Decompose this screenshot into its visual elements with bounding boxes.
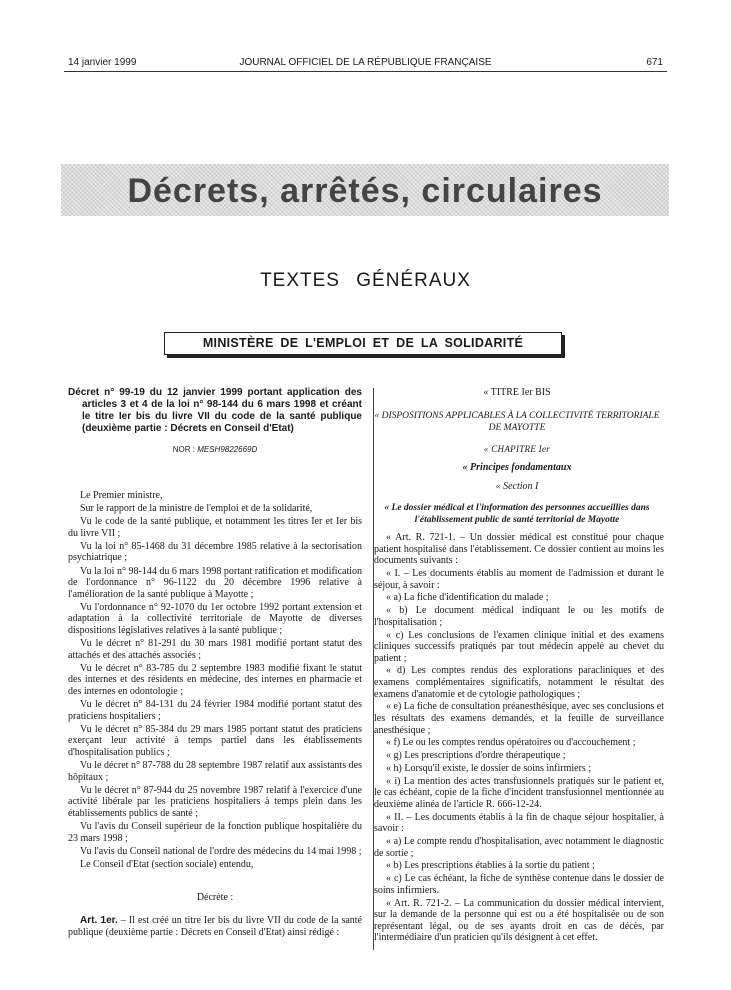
paragraph: « Art. R. 721-1. – Un dossier médical est constitué pour chaque patient hospitalisé dans l'établissement. Ce dossier contient au moins les documents suivants : bbox=[374, 532, 664, 567]
paragraph: Vu le décret n° 83-785 du 2 septembre 1983 modifié fixant le statut des internes et des résidents en médecine, des internes en pharmacie et des internes en odontologie ; bbox=[68, 662, 362, 697]
visa-paragraphs bbox=[68, 490, 362, 870]
article-1-label: Art. 1er. bbox=[80, 915, 118, 927]
paragraph: « b) Le document médical indiquant le ou les motifs de l'hospitalisation ; bbox=[374, 605, 664, 628]
paragraph: Vu le décret n° 84-131 du 24 février 1984 modifié portant statut des praticiens hospitaliers ; bbox=[68, 699, 362, 722]
header-date: 14 janvier 1999 bbox=[68, 57, 137, 68]
paragraph: Vu le décret n° 85-384 du 29 mars 1985 portant statut des praticiens exerçant leur activité à temps partiel dans les établissements d'hospitalisation publics ; bbox=[68, 723, 362, 758]
section-banner bbox=[61, 164, 669, 216]
article-paragraphs bbox=[374, 532, 664, 944]
running-header bbox=[68, 57, 663, 69]
paragraph: « b) Les prescriptions établies à la sortie du patient ; bbox=[386, 860, 595, 872]
principes-heading: « Principes fondamentaux bbox=[462, 462, 572, 473]
article-1 bbox=[68, 915, 362, 938]
dossier-heading: « Le dossier médical et l'information des personnes accueillies dans l'établissement public de santé territorial de Mayotte bbox=[384, 503, 650, 525]
paragraph: « h) Lorsqu'il existe, le dossier de soins infirmiers ; bbox=[386, 762, 592, 774]
section-heading: « Section I bbox=[495, 481, 539, 492]
paragraph: Vu le décret n° 87-788 du 28 septembre 1987 relatif aux assistants des hôpitaux ; bbox=[68, 760, 362, 783]
paragraph: Le Conseil d'Etat (section sociale) entendu, bbox=[80, 858, 254, 870]
paragraph: Vu la loi n° 98-144 du 6 mars 1998 portant ratification et modification de l'ordonnance n° 96-1122 du 20 décembre 1996 relative à l'amélioration de la santé publique à Mayotte ; bbox=[68, 565, 362, 600]
left-column bbox=[68, 387, 362, 949]
titre-heading: « TITRE Ier BIS bbox=[483, 387, 551, 398]
article-1-text: – Il est créé un titre Ier bis du livre VII du code de la santé publique (deuxième partie : Décrets en Conseil d'Etat) ainsi rédigé : bbox=[68, 915, 362, 938]
paragraph: « a) Le compte rendu d'hospitalisation, avec notamment le diagnostic de sortie ; bbox=[374, 836, 664, 859]
paragraph: Vu la loi n° 85-1468 du 31 décembre 1985 relative à la sectorisation psychiatrique ; bbox=[68, 540, 362, 564]
paragraph: Vu l'avis du Conseil supérieur de la fonction publique hospitalière du 23 mars 1998 ; bbox=[68, 821, 362, 844]
paragraph: « i) La mention des actes transfusionnels pratiqués sur le patient et, le cas échéant, copie de la fiche d'incident transfusionnel mentionnée au deuxième alinéa de l'article R. 666-12-24. bbox=[374, 775, 664, 810]
right-column bbox=[370, 387, 664, 945]
chapitre-heading: « CHAPITRE Ier bbox=[483, 444, 551, 454]
paragraph: « e) La fiche de consultation préanesthésique, avec ses conclusions et les résultats des examens demandés, et la feuille de surveillance anesthésique ; bbox=[374, 701, 664, 736]
paragraph: « II. – Les documents établis à la fin de chaque séjour hospitalier, à savoir : bbox=[374, 811, 664, 835]
nor-line bbox=[68, 445, 362, 454]
header-page-number: 671 bbox=[646, 57, 663, 68]
paragraph: « c) Les conclusions de l'examen clinique initial et des examens cliniques successifs pratiqués par tout médecin appelé au chevet du patient ; bbox=[374, 629, 664, 664]
paragraph: Vu le code de la santé publique, et notamment les titres Ier et Ier bis du livre VII ; bbox=[68, 516, 362, 539]
paragraph: « a) La fiche d'identification du malade ; bbox=[386, 592, 549, 604]
decree-title: Décret n° 99-19 du 12 janvier 1999 portant application des articles 3 et 4 de la loi n° 98-144 du 6 mars 1998 et créant le titre Ier bis du livre VII du code de la santé publique (deuxième partie : Décrets en Conseil d'Etat) bbox=[68, 387, 362, 434]
nor-code: MESH9822669D bbox=[197, 445, 258, 454]
nor-label: NOR : bbox=[172, 445, 195, 454]
paragraph: Vu l'avis du Conseil national de l'ordre des médecins du 14 mai 1998 ; bbox=[80, 845, 362, 857]
header-rule bbox=[64, 71, 667, 72]
paragraph: Vu le décret n° 87-944 du 25 novembre 1987 relatif à l'exercice d'une activité libérale par les praticiens hospitaliers à temps plein dans les établissements publics de santé ; bbox=[68, 784, 362, 819]
paragraph: Le Premier ministre, bbox=[80, 490, 163, 501]
decrete-line: Décrète : bbox=[196, 892, 234, 904]
section-title: TEXTES GÉNÉRAUX bbox=[260, 270, 471, 291]
paragraph: Vu l'ordonnance n° 92-1070 du 1er octobre 1992 portant extension et adaptation à la collectivité territoriale de Mayotte de diverses dispositions législatives relatives à la santé publique ; bbox=[68, 601, 362, 637]
header-publication: JOURNAL OFFICIEL DE LA RÉPUBLIQUE FRANÇAISE bbox=[239, 57, 492, 68]
paragraph: « f) Le ou les comptes rendus opératoires ou d'accouchement ; bbox=[386, 737, 636, 749]
paragraph: « I. – Les documents établis au moment de l'admission et durant le séjour, à savoir : bbox=[374, 567, 664, 591]
paragraph: « d) Les comptes rendus des explorations paracliniques et des examens complémentaires significatifs, notamment le résultat des examens d'anatomie et de cytologie pathologiques ; bbox=[374, 665, 664, 700]
banner-title: Décrets, arrêtés, circulaires bbox=[127, 172, 603, 210]
paragraph: Vu le décret n° 81-291 du 30 mars 1981 modifié portant statut des attachés et des attachés associés ; bbox=[68, 638, 362, 661]
ministry-box: MINISTÈRE DE L'EMPLOI ET DE LA SOLIDARITÉ bbox=[164, 332, 562, 355]
dispositions-heading: « DISPOSITIONS APPLICABLES À LA COLLECTIVITÉ TERRITORIALE DE MAYOTTE bbox=[374, 411, 660, 433]
paragraph: Sur le rapport de la ministre de l'emploi et de la solidarité, bbox=[80, 503, 313, 515]
paragraph: « g) Les prescriptions d'ordre thérapeutique ; bbox=[386, 750, 566, 762]
paragraph: « c) Le cas échéant, la fiche de synthèse contenue dans le dossier de soins infirmiers. bbox=[374, 873, 664, 896]
paragraph: « Art. R. 721-2. – La communication du dossier médical intervient, sur la demande de la personne qui est ou a été hospitalisée ou de son représentant légal, ou de ses ayants droit en cas de décès, par l'intermédiaire d'un praticien qu'ils désignent à cet effet. bbox=[374, 897, 664, 944]
